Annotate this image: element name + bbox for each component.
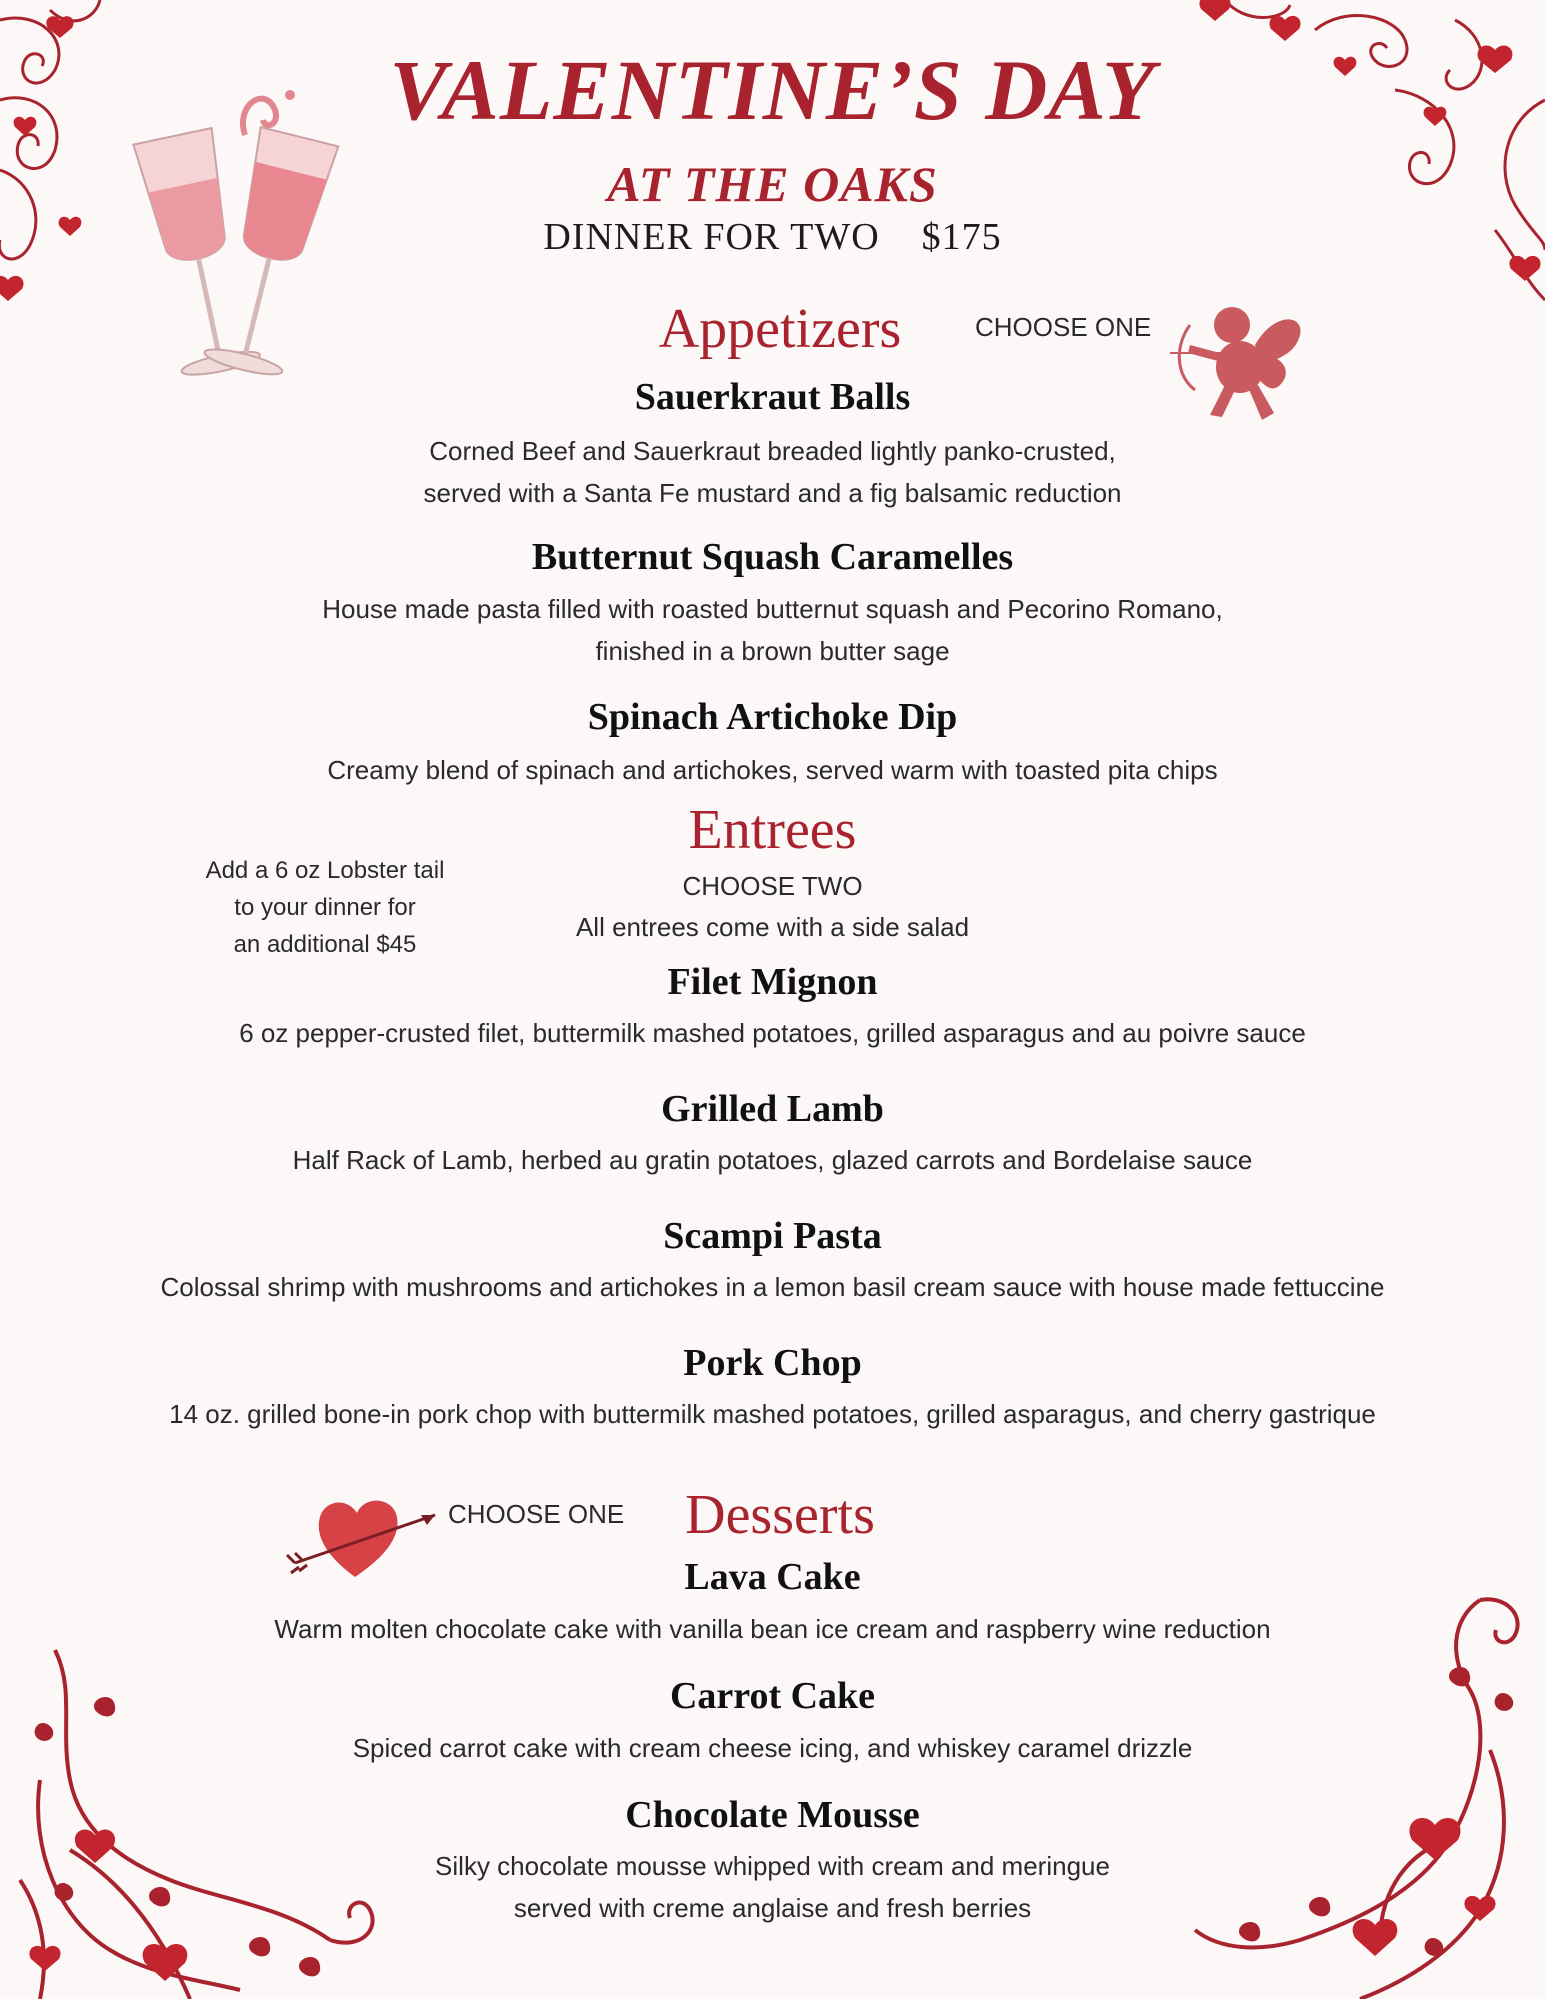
dish-description: Warm molten chocolate cake with vanilla bean ice cream and raspberry wine reduction — [274, 1614, 1271, 1644]
dish-description: served with creme anglaise and fresh berries — [513, 1893, 1032, 1923]
addon-line: an additional $45 — [233, 931, 417, 958]
page-title: VALENTINE’S DAY — [389, 42, 1156, 138]
dish-name: Grilled Lamb — [661, 1088, 884, 1130]
entrees-heading: Entrees — [688, 799, 857, 861]
dish-description: Colossal shrimp with mushrooms and artichokes in a lemon basil cream sauce with house made fettuccine — [160, 1272, 1385, 1302]
desserts-choose-note: CHOOSE ONE — [448, 1499, 625, 1529]
dish-description: Spiced carrot cake with cream cheese icing, and whiskey caramel drizzle — [352, 1733, 1193, 1763]
dish-description: Creamy blend of spinach and artichokes, served warm with toasted pita chips — [327, 755, 1218, 785]
dish-name: Pork Chop — [683, 1342, 862, 1384]
dish-description: 6 oz pepper-crusted filet, buttermilk mashed potatoes, grilled asparagus and au poivre sauce — [239, 1018, 1306, 1048]
dish-name: Filet Mignon — [667, 961, 878, 1003]
dish-name: Butternut Squash Caramelles — [531, 536, 1014, 578]
dish-name: Spinach Artichoke Dip — [587, 696, 958, 738]
dish-description: House made pasta filled with roasted butternut squash and Pecorino Romano, — [322, 594, 1223, 624]
dish-description: Silky chocolate mousse whipped with cream and meringue — [435, 1851, 1110, 1881]
dish-description: 14 oz. grilled bone-in pork chop with buttermilk mashed potatoes, grilled asparagus, and cherry gastrique — [169, 1399, 1376, 1429]
appetizers-choose-note: CHOOSE ONE — [975, 312, 1152, 342]
dish-name: Lava Cake — [684, 1556, 861, 1598]
dish-name: Carrot Cake — [669, 1675, 876, 1717]
dish-name: Scampi Pasta — [663, 1215, 882, 1257]
desserts-heading: Desserts — [685, 1484, 875, 1546]
entrees-side-note: All entrees come with a side salad — [575, 912, 970, 942]
dish-description: finished in a brown butter sage — [595, 636, 950, 666]
addon-line: Add a 6 oz Lobster tail — [205, 857, 445, 884]
dish-description: served with a Santa Fe mustard and a fig balsamic reduction — [423, 478, 1122, 508]
addon-line: to your dinner for — [234, 894, 416, 921]
appetizers-heading: Appetizers — [658, 298, 902, 360]
entrees-choose-note: CHOOSE TWO — [682, 871, 863, 901]
dish-description: Half Rack of Lamb, herbed au gratin potatoes, glazed carrots and Bordelaise sauce — [292, 1145, 1253, 1175]
offer-label: DINNER FOR TWO — [543, 216, 880, 258]
dish-description: Corned Beef and Sauerkraut breaded lightly panko-crusted, — [429, 436, 1116, 466]
dish-name: Chocolate Mousse — [625, 1794, 920, 1836]
offer-price: $175 — [921, 216, 1002, 258]
lobster-addon-note — [180, 852, 470, 963]
page-subtitle: AT THE OAKS — [607, 156, 938, 212]
dish-name: Sauerkraut Balls — [634, 376, 911, 418]
offer-line — [0, 215, 1545, 259]
